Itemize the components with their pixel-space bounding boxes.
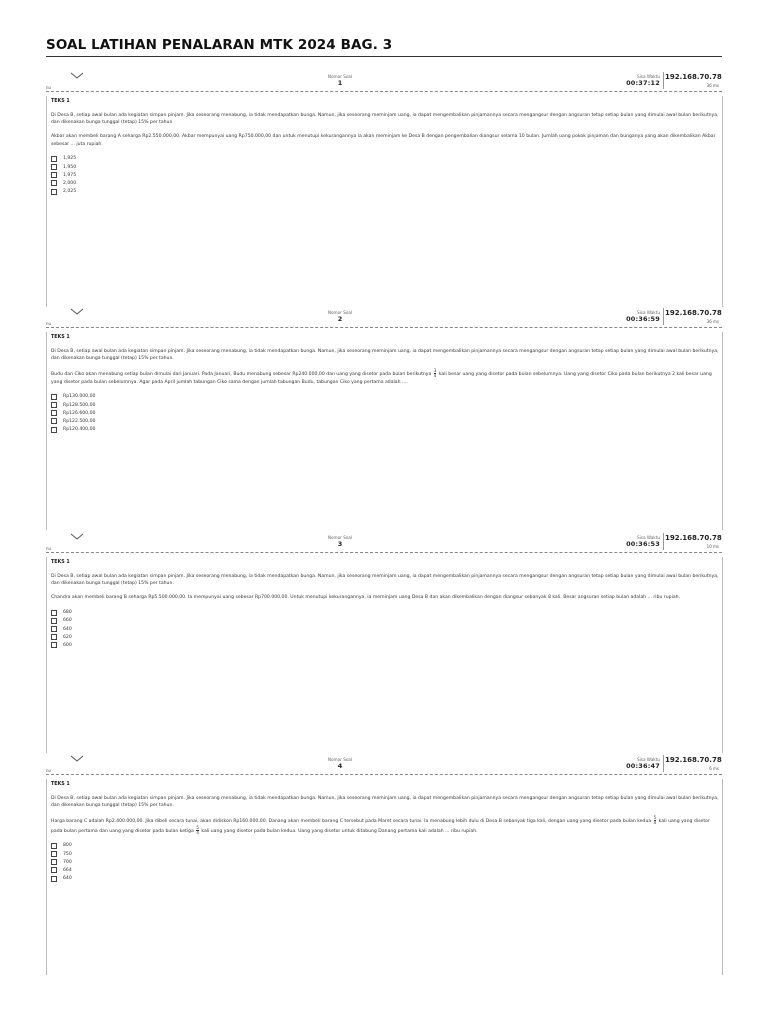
latency: 6 ms bbox=[709, 766, 719, 771]
text-label: TEKS 1 bbox=[51, 99, 70, 104]
checkbox[interactable] bbox=[51, 642, 57, 648]
latency: 10 ms bbox=[706, 544, 719, 549]
option-c[interactable]: 1,975 bbox=[51, 171, 718, 179]
time-left-label: Sisa Waktu bbox=[636, 535, 660, 540]
question-number: 3 bbox=[337, 540, 343, 548]
header-separator bbox=[46, 91, 722, 92]
option-e[interactable]: Rp120.400,00 bbox=[51, 426, 718, 434]
question-text: Akbar akan membeli barang A seharga Rp2.550.000,00. Akbar mempunyai uang Rp750.000,00 dan untuk menutupi kekurangannya ia akan meminjam ke Desa B dengan pengembalian diangsur selama 10 bulan. Jumlah uang pokok pinjaman dan bunganya yang akan dikembalikan Akbar sebesar ... juta rupiah. bbox=[51, 134, 716, 147]
nav-abbrev: nu bbox=[46, 85, 52, 90]
checkbox[interactable] bbox=[51, 610, 57, 616]
question-panel-1 bbox=[0, 72, 768, 307]
checkbox[interactable] bbox=[51, 410, 57, 416]
chevron-down-icon[interactable] bbox=[70, 755, 84, 763]
fraction: $\frac{5}{4}$ bbox=[653, 815, 657, 826]
panel-body bbox=[46, 557, 723, 753]
panel-body bbox=[46, 779, 723, 975]
header-separator bbox=[46, 774, 722, 775]
checkbox[interactable] bbox=[51, 843, 57, 849]
option-d[interactable]: 2,000 bbox=[51, 179, 718, 187]
option-a[interactable]: Rp130.000,00 bbox=[51, 393, 718, 401]
checkbox[interactable] bbox=[51, 851, 57, 857]
option-e[interactable]: 640 bbox=[51, 875, 718, 883]
checkbox[interactable] bbox=[51, 172, 57, 178]
ip-address: 192.168.70.78 bbox=[665, 534, 722, 542]
text-intro: Di Desa B, setiap awal bulan ada kegiatan simpan pinjam. Jika seseorang menabung, ia tidak mendapatkan bunga. Namun, jika seseorang meminjam uang, ia dapat mengembalikan pinjamannya secara mengangsur dengan angsuran tetap setiap bulan yang dimulai awal bulan berikutnya, dan dikenakan bunga tunggal (tetap) 15% per tahun. bbox=[51, 574, 719, 587]
option-d[interactable]: 664 bbox=[51, 866, 718, 874]
option-d[interactable]: 620 bbox=[51, 633, 718, 641]
question-panel-4 bbox=[0, 755, 768, 975]
checkbox[interactable] bbox=[51, 876, 57, 882]
panel-header bbox=[0, 308, 768, 332]
fraction: $\frac{5}{4}$ bbox=[196, 824, 199, 835]
header-divider bbox=[663, 533, 664, 550]
latency: 36 ms bbox=[706, 83, 719, 88]
question-text: Chandra akan membeli barang B seharga Rp5.500.000,00. Ia mempunyai uang sebesar Rp700.000,00. Untuk menutupi kekurangannya, ia meminjam uang Desa B dan akan dikembalikan dengan diangsur sebanyak 8 kali. Besar angsuran setiap bulan adalah ... ribu rupiah. bbox=[51, 595, 681, 601]
latency: 36 ms bbox=[706, 319, 719, 324]
header-divider bbox=[663, 755, 664, 772]
checkbox[interactable] bbox=[51, 164, 57, 170]
option-b[interactable]: 1,950 bbox=[51, 163, 718, 171]
question-number: 1 bbox=[337, 79, 343, 87]
header-divider bbox=[663, 308, 664, 325]
time-left-label: Sisa Waktu bbox=[636, 757, 660, 762]
nav-abbrev: nu bbox=[46, 768, 52, 773]
option-c[interactable]: 700 bbox=[51, 858, 718, 866]
options-list bbox=[51, 393, 718, 434]
text-label: TEKS 1 bbox=[51, 560, 70, 565]
option-e[interactable]: 600 bbox=[51, 641, 718, 649]
time-left-label: Sisa Waktu bbox=[636, 310, 660, 315]
text-intro: Di Desa B, setiap awal bulan ada kegiatan simpan pinjam. Jika seseorang menabung, ia tidak mendapatkan bunga. Namun, jika seseorang meminjam uang, ia dapat mengembalikan pinjamannya secara mengangsur dengan angsuran tetap setiap bulan yang dimulai awal bulan berikutnya, dan dikenakan bunga tunggal (tetap) 15% per tahun. bbox=[51, 349, 719, 362]
option-c[interactable]: Rp126.600,00 bbox=[51, 409, 718, 417]
question-number-label: Nomor Soal bbox=[327, 310, 353, 315]
document-title: SOAL LATIHAN PENALARAN MTK 2024 BAG. 3 bbox=[46, 37, 393, 53]
question-number-label: Nomor Soal bbox=[327, 74, 353, 79]
time-left: 00:36:59 bbox=[626, 315, 660, 323]
option-d[interactable]: Rp122.500,00 bbox=[51, 417, 718, 425]
question-number: 2 bbox=[337, 315, 343, 323]
question-number-label: Nomor Soal bbox=[327, 757, 353, 762]
header-divider bbox=[663, 72, 664, 89]
header-separator bbox=[46, 552, 722, 553]
option-a[interactable]: 800 bbox=[51, 842, 718, 850]
options-list bbox=[51, 842, 718, 883]
time-left: 00:36:47 bbox=[626, 762, 660, 770]
time-left: 00:37:12 bbox=[626, 79, 660, 87]
checkbox[interactable] bbox=[51, 418, 57, 424]
option-b[interactable]: 750 bbox=[51, 850, 718, 858]
checkbox[interactable] bbox=[51, 189, 57, 195]
fraction: $\frac{3}{4}$ bbox=[433, 368, 437, 379]
ip-address: 192.168.70.78 bbox=[665, 309, 722, 317]
text-label: TEKS 1 bbox=[51, 782, 70, 787]
checkbox[interactable] bbox=[51, 394, 57, 400]
time-left-label: Sisa Waktu bbox=[636, 74, 660, 79]
text-label: TEKS 1 bbox=[51, 335, 70, 340]
panel-header bbox=[0, 755, 768, 779]
checkbox[interactable] bbox=[51, 402, 57, 408]
option-c[interactable]: 640 bbox=[51, 625, 718, 633]
panel-body bbox=[46, 332, 723, 530]
header-separator bbox=[46, 327, 722, 328]
checkbox[interactable] bbox=[51, 859, 57, 865]
checkbox[interactable] bbox=[51, 618, 57, 624]
question-number: 4 bbox=[337, 762, 343, 770]
panel-body bbox=[46, 96, 723, 307]
checkbox[interactable] bbox=[51, 626, 57, 632]
nav-abbrev: nu bbox=[46, 321, 52, 326]
question-number-label: Nomor Soal bbox=[327, 535, 353, 540]
question-panel-2 bbox=[0, 308, 768, 530]
question-text: Harga barang C adalah Rp2.400.000,00. Jika dibeli secara tunai, akan didiskon Rp160.000,00. Danang akan membeli barang C tersebut pada Maret secara tunai. Ia menabung lebih dulu di Desa B sebanyak tiga kali, dengan uang yang disetor pada bulan kedua $\frac{5}{4}$ kali uang yang disetor pada bulan pertama dan uang yang disetor pada bulan ketiga $\frac{5}{4}$ kali uang yang disetor pada bulan kedua. Uang yang disetor untuk ditabung Danang pertama kali adalah ... ribu rupiah. bbox=[51, 815, 710, 835]
ip-address: 192.168.70.78 bbox=[665, 73, 722, 81]
option-b[interactable]: 660 bbox=[51, 617, 718, 625]
option-a[interactable]: 1,925 bbox=[51, 155, 718, 163]
text-intro: Di Desa B, setiap awal bulan ada kegiatan simpan pinjam. Jika seseorang menabung, ia tidak mendapatkan bunga. Namun, jika seseorang meminjam uang, ia dapat mengembalikan pinjamannya secara mengangsur dengan angsuran tetap setiap bulan yang dimulai awal bulan berikutnya, dan dikenakan bunga tunggal (tetap) 15% per tahun. bbox=[51, 113, 719, 126]
panel-header bbox=[0, 533, 768, 557]
question-text: Budu dan Ciko akan menabung setiap bulan dimulai dari Januari. Pada Januari, Budu menabung sebesar Rp240.000,00 dan uang yang disetor pada bulan berikutnya $\frac{3}{4}$ kali besar uang yang disetor pada bulan sebelumnya. Uang yang disetor Ciko pada bulan berikutnya 2 kali besar uang yang disetor pada bulan sebelumnya. Agar pada April jumlah tabungan Ciko sama dengan jumlah tabungan Budu, tabungan Ciko yang pertama adalah .... bbox=[51, 368, 712, 385]
option-e[interactable]: 2,025 bbox=[51, 188, 718, 196]
nav-abbrev: nu bbox=[46, 546, 52, 551]
options-list bbox=[51, 155, 718, 196]
question-panel-3 bbox=[0, 533, 768, 753]
ip-address: 192.168.70.78 bbox=[665, 756, 722, 764]
checkbox[interactable] bbox=[51, 180, 57, 186]
checkbox[interactable] bbox=[51, 427, 57, 433]
chevron-down-icon[interactable] bbox=[70, 308, 84, 316]
time-left: 00:36:53 bbox=[626, 540, 660, 548]
chevron-down-icon[interactable] bbox=[70, 533, 84, 541]
checkbox[interactable] bbox=[51, 634, 57, 640]
options-list bbox=[51, 609, 718, 650]
panel-header bbox=[0, 72, 768, 96]
text-intro: Di Desa B, setiap awal bulan ada kegiatan simpan pinjam. Jika seseorang menabung, ia tidak mendapatkan bunga. Namun, jika seseorang meminjam uang, ia dapat mengembalikan pinjamannya secara mengangsur dengan angsuran tetap setiap bulan yang dimulai awal bulan berikutnya, dan dikenakan bunga tunggal (tetap) 15% per tahun. bbox=[51, 796, 719, 809]
checkbox[interactable] bbox=[51, 867, 57, 873]
title-underline bbox=[46, 56, 722, 57]
option-a[interactable]: 680 bbox=[51, 609, 718, 617]
checkbox[interactable] bbox=[51, 156, 57, 162]
chevron-down-icon[interactable] bbox=[70, 72, 84, 80]
option-b[interactable]: Rp128.500,00 bbox=[51, 401, 718, 409]
